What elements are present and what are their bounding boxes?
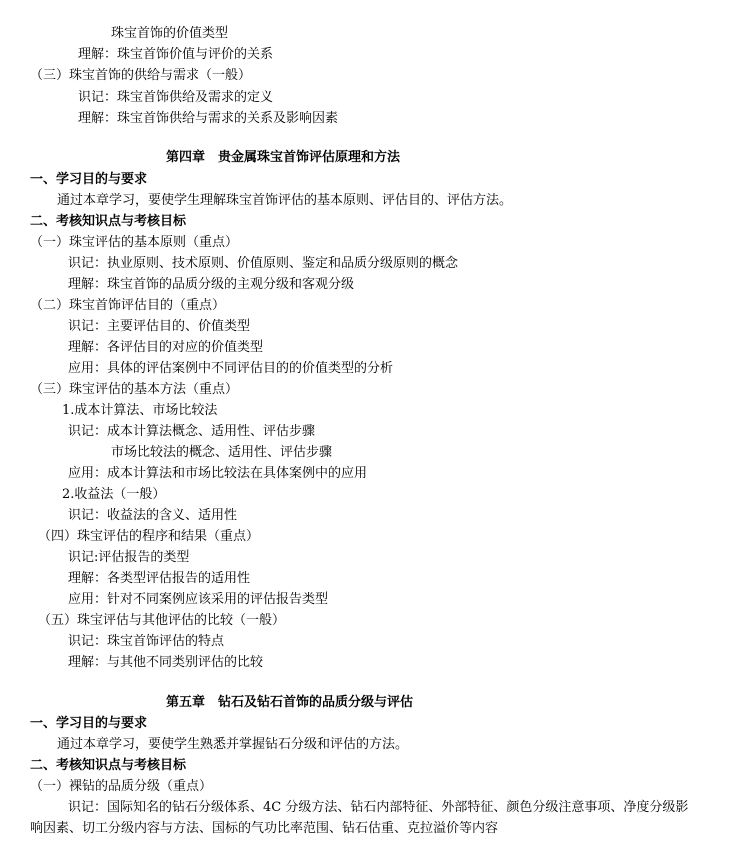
text-line: （五）珠宝评估与其他评估的比较（一般） [38,613,286,628]
text-line: 识记：主要评估目的、价值类型 [68,319,251,334]
text-line: 1.成本计算法、市场比较法 [62,403,218,418]
text-line: 识记:评估报告的类型 [68,550,190,565]
text-line: 理解：各评估目的对应的价值类型 [68,340,264,355]
text-line: 识记：执业原则、技术原则、价值原则、鉴定和品质分级原则的概念 [68,256,459,271]
section-heading: 一、学习目的与要求 [30,716,148,731]
text-line: 识记：国际知名的钻石分级体系、4C 分级方法、钻石内部特征、外部特征、颜色分级注意事项、净度分级影 [68,800,689,815]
text-line: 应用：具体的评估案例中不同评估目的的价值类型的分析 [68,361,394,376]
text-line: 珠宝首饰的价值类型 [111,26,229,41]
text-line: 识记：珠宝首饰供给及需求的定义 [78,90,274,105]
section-heading: 一、学习目的与要求 [30,172,148,187]
text-line: 识记：收益法的含义、适用性 [68,508,238,523]
text-line: （一）珠宝评估的基本原则（重点） [30,235,239,250]
text-line: 应用：针对不同案例应该采用的评估报告类型 [68,592,329,607]
text-line: 识记：成本计算法概念、适用性、评估步骤 [68,424,316,439]
text-line: （三）珠宝评估的基本方法（重点） [30,382,239,397]
section-heading: 二、考核知识点与考核目标 [30,214,187,229]
chapter-title: 第五章 钻石及钻石首饰的品质分级与评估 [166,695,414,710]
text-line: 响因素、切工分级内容与方法、国标的气功比率范围、钻石估重、克拉溢价等内容 [30,821,499,836]
text-line: （四）珠宝评估的程序和结果（重点） [38,529,260,544]
text-line: 市场比较法的概念、适用性、评估步骤 [111,445,333,460]
text-line: 2.收益法（一般） [62,487,166,502]
text-line: 理解：各类型评估报告的适用性 [68,571,251,586]
text-line: 识记：珠宝首饰评估的特点 [68,634,225,649]
text-line: （二）珠宝首饰评估目的（重点） [30,298,226,313]
text-line: 通过本章学习，要使学生熟悉并掌握钻石分级和评估的方法。 [57,737,409,752]
text-line: （一）裸钻的品质分级（重点） [30,779,213,794]
text-line: 理解：与其他不同类别评估的比较 [68,655,264,670]
text-line: 应用：成本计算法和市场比较法在具体案例中的应用 [68,466,368,481]
text-line: 理解：珠宝首饰价值与评价的关系 [78,47,274,62]
text-line: 通过本章学习，要使学生理解珠宝首饰评估的基本原则、评估目的、评估方法。 [57,193,513,208]
text-line: 理解：珠宝首饰供给与需求的关系及影响因素 [78,111,339,126]
text-line: （三）珠宝首饰的供给与需求（一般） [30,68,252,83]
text-line: 理解：珠宝首饰的品质分级的主观分级和客观分级 [68,277,355,292]
chapter-title: 第四章 贵金属珠宝首饰评估原理和方法 [166,150,401,165]
section-heading: 二、考核知识点与考核目标 [30,758,187,773]
